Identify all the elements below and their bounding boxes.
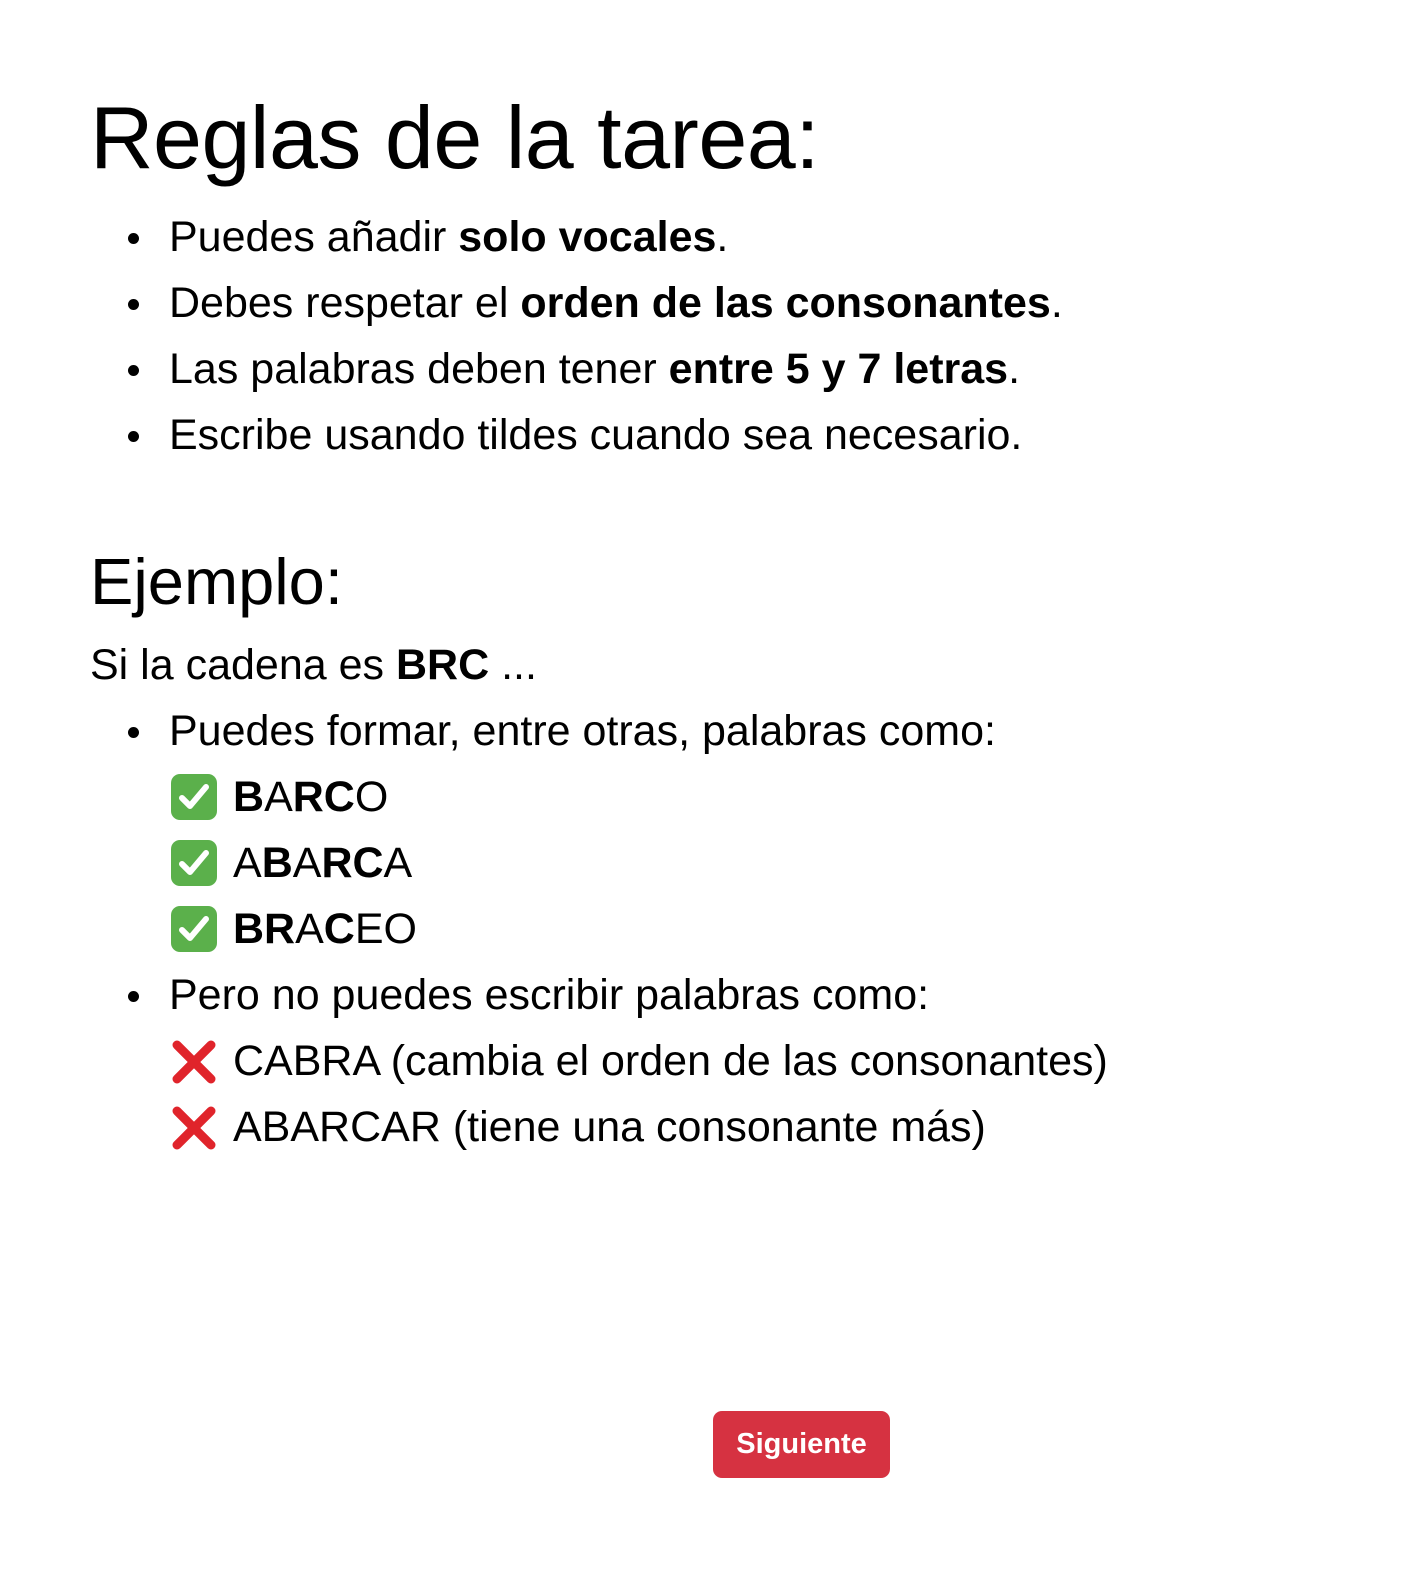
vowel-part: A xyxy=(295,905,324,953)
rule-item: Las palabras deben tener entre 5 y 7 letras. xyxy=(90,336,1063,402)
rule-item: Escribe usando tildes cuando sea necesario. xyxy=(90,402,1063,468)
invalid-examples-item xyxy=(90,962,1108,1160)
rules-list xyxy=(90,204,1063,468)
consonant-part: B xyxy=(261,839,293,887)
vowel-part: A xyxy=(292,839,322,887)
example-list xyxy=(90,698,1108,1160)
invalid-word xyxy=(169,1028,1108,1094)
bullet-icon xyxy=(128,991,139,1002)
consonant-part: RC xyxy=(292,773,355,821)
bullet-icon xyxy=(128,431,139,442)
example-intro: Si la cadena es BRC ... xyxy=(90,641,537,689)
valid-word xyxy=(169,830,1108,896)
bullet-icon xyxy=(128,299,139,310)
invalid-word-text: ABARCAR (tiene una consonante más) xyxy=(233,1103,986,1151)
consonant-part: RC xyxy=(321,839,384,887)
check-mark-icon xyxy=(171,840,217,886)
bullet-icon xyxy=(128,365,139,376)
valid-examples-label: Puedes formar, entre otras, palabras como: xyxy=(169,707,996,755)
check-mark-icon xyxy=(171,906,217,952)
vowel-part: A xyxy=(383,839,413,887)
example-heading: Ejemplo: xyxy=(90,545,343,618)
cross-mark-icon xyxy=(171,1104,217,1150)
invalid-word xyxy=(169,1094,1108,1160)
valid-word xyxy=(169,764,1108,830)
vowel-part: O xyxy=(354,773,389,821)
bullet-icon xyxy=(128,233,139,244)
rule-item: Puedes añadir solo vocales. xyxy=(90,204,1063,270)
invalid-examples-label: Pero no puedes escribir palabras como: xyxy=(169,971,930,1019)
bullet-icon xyxy=(128,727,139,738)
consonant-part: B xyxy=(233,773,265,821)
consonant-part: C xyxy=(323,905,355,953)
invalid-words-list xyxy=(169,1028,1108,1160)
valid-words-list xyxy=(169,764,1108,962)
vowel-part: EO xyxy=(354,905,417,953)
invalid-word-text: CABRA (cambia el orden de las consonantes) xyxy=(233,1037,1108,1085)
check-mark-icon xyxy=(171,774,217,820)
vowel-part: A xyxy=(233,839,262,887)
valid-examples-item xyxy=(90,698,1108,962)
page-title: Reglas de la tarea: xyxy=(90,88,820,187)
rule-item: Debes respetar el orden de las consonantes. xyxy=(90,270,1063,336)
cross-mark-icon xyxy=(171,1038,217,1084)
vowel-part: A xyxy=(264,773,293,821)
next-button[interactable]: Siguiente xyxy=(713,1411,890,1478)
consonant-part: BR xyxy=(233,905,296,953)
valid-word xyxy=(169,896,1108,962)
